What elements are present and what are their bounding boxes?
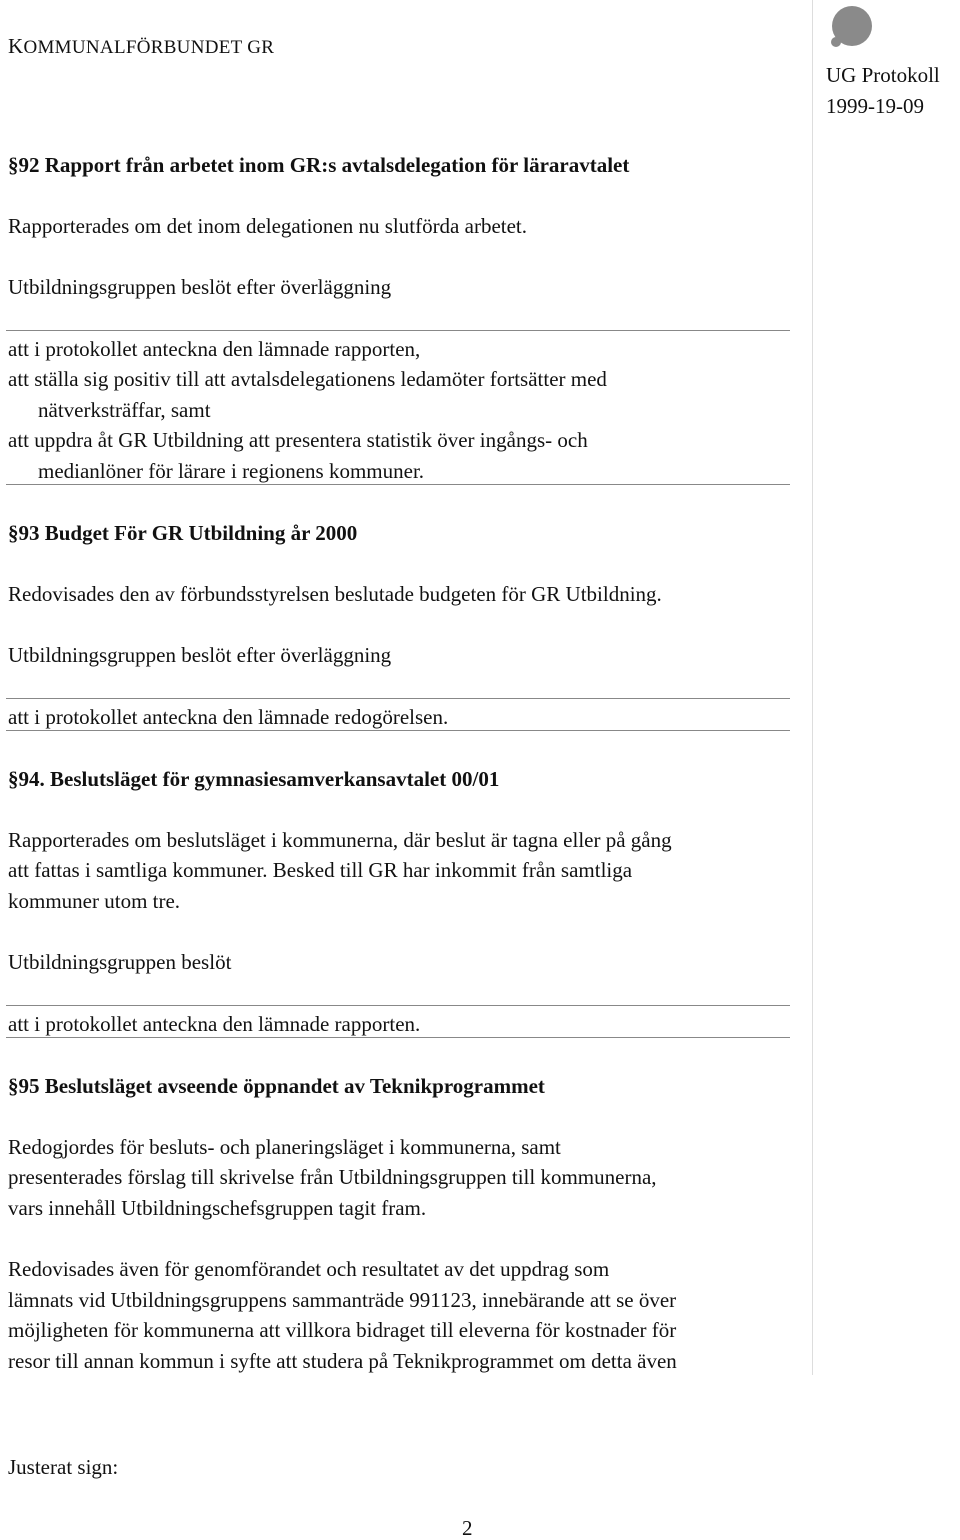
logo-icon: [826, 4, 874, 52]
decision-rule-bottom: [6, 1037, 790, 1038]
section-92-paragraph: Rapporterades om det inom delegationen nu slutförda arbetet.: [8, 214, 528, 238]
decision-item: att i protokollet anteckna den lämnade rapporten.: [8, 1012, 421, 1036]
decision-rule-top: [6, 330, 790, 331]
section-93-heading: §93 Budget För GR Utbildning år 2000: [8, 521, 358, 545]
decision-item: att uppdra åt GR Utbildning att presentera statistik över ingångs- och: [8, 428, 588, 452]
section-94-decision-intro: Utbildningsgruppen beslöt: [8, 950, 232, 974]
decision-item-continuation: medianlöner för lärare i regionens kommuner.: [38, 459, 425, 483]
section-92-heading: §92 Rapport från arbetet inom GR:s avtalsdelegation för läraravtalet: [8, 153, 630, 177]
decision-rule-top: [6, 698, 790, 699]
decision-rule-bottom: [6, 730, 790, 731]
section-93-paragraph: Redovisades den av förbundsstyrelsen beslutade budgeten för GR Utbildning.: [8, 582, 662, 606]
section-92-decision-intro: Utbildningsgruppen beslöt efter överläggning: [8, 275, 392, 299]
organization-name: [8, 34, 274, 60]
decision-item-continuation: nätverksträffar, samt: [38, 398, 211, 422]
section-95-paragraph-line: lämnats vid Utbildningsgruppens sammanträde 991123, innebärande att se över: [8, 1288, 677, 1312]
section-94-paragraph-line: Rapporterades om beslutsläget i kommunerna, där beslut är tagna eller på gång: [8, 828, 672, 852]
decision-item: att i protokollet anteckna den lämnade rapporten,: [8, 337, 421, 361]
signature-label: Justerat sign:: [8, 1455, 119, 1479]
decision-rule-top: [6, 1005, 790, 1006]
section-95-heading: §95 Beslutsläget avseende öppnandet av Teknikprogrammet: [8, 1074, 545, 1098]
section-94-paragraph-line: att fattas i samtliga kommuner. Besked till GR har inkommit från samtliga: [8, 858, 633, 882]
section-93-decision-intro: Utbildningsgruppen beslöt efter överläggning: [8, 643, 392, 667]
section-95-paragraph-line: Redovisades även för genomförandet och resultatet av det uppdrag som: [8, 1257, 610, 1281]
org-initial: K: [8, 34, 24, 58]
margin-divider: [812, 0, 813, 1375]
section-95-paragraph-line: presenterades förslag till skrivelse från Utbildningsgruppen till kommunerna,: [8, 1165, 657, 1189]
section-94-heading: §94. Beslutsläget för gymnasiesamverkansavtalet 00/01: [8, 767, 500, 791]
section-95-paragraph-line: vars innehåll Utbildningschefsgruppen tagit fram.: [8, 1196, 427, 1220]
decision-item: att i protokollet anteckna den lämnade redogörelsen.: [8, 705, 449, 729]
document-type: UG Protokoll: [826, 63, 940, 87]
section-95-paragraph-line: resor till annan kommun i syfte att studera på Teknikprogrammet om detta även: [8, 1349, 677, 1373]
decision-item: att ställa sig positiv till att avtalsdelegationens ledamöter fortsätter med: [8, 367, 607, 391]
page-number: 2: [462, 1516, 473, 1540]
section-95-paragraph-line: Redogjordes för besluts- och planeringsläget i kommunerna, samt: [8, 1135, 561, 1159]
org-name-rest: OMMUNALFÖRBUNDET GR: [23, 37, 275, 58]
decision-rule-bottom: [6, 484, 790, 485]
section-94-paragraph-line: kommuner utom tre.: [8, 889, 181, 913]
document-date: 1999-19-09: [826, 94, 924, 118]
section-95-paragraph-line: möjligheten för kommunerna att villkora bidraget till eleverna för kostnader för: [8, 1318, 677, 1342]
